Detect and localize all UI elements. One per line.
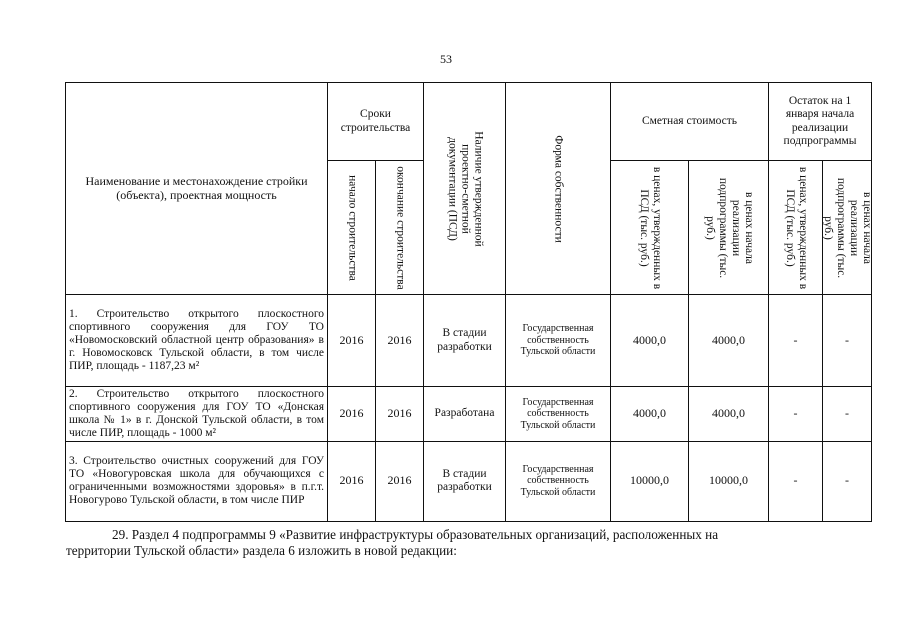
row-ownership: Государственная собственность Тульской области	[506, 441, 611, 521]
header-end-text: окончание строительства	[393, 165, 406, 290]
row-rem-start: -	[823, 387, 872, 442]
row-est-psd: 4000,0	[611, 387, 689, 442]
header-estimate: Сметная стоимость	[611, 83, 769, 161]
row-start: 2016	[328, 387, 376, 442]
row-rem-start: -	[823, 441, 872, 521]
paragraph-line-2: территории Тульской области» раздела 6 изложить в новой редакции:	[66, 543, 457, 558]
row-ownership: Государственная собственность Тульской области	[506, 387, 611, 442]
row-end: 2016	[376, 387, 424, 442]
row-rem-psd: -	[769, 295, 823, 387]
row-name: 1. Строительство открытого плоскостного спортивного сооружения для ГОУ ТО «Новомосковский областной центр образования» в г. Новомосковск Тульской области, в том числе ПИР, площадь - 1187,23 м²	[66, 295, 328, 387]
header-rem-psd-text: в ценах, утвержденных в ПСД (тыс. руб.)	[783, 166, 809, 289]
row-rem-psd: -	[769, 441, 823, 521]
row-est-start: 10000,0	[689, 441, 769, 521]
row-psd: В стадии разработки	[424, 441, 506, 521]
row-start: 2016	[328, 295, 376, 387]
header-ownership-text: Форма собственности	[552, 134, 565, 243]
table-row	[66, 295, 872, 387]
row-est-start: 4000,0	[689, 387, 769, 442]
paragraph-line-1: 29. Раздел 4 подпрограммы 9 «Развитие инфраструктуры образовательных организаций, расположенных на	[112, 527, 719, 542]
row-rem-start: -	[823, 295, 872, 387]
header-psd	[424, 83, 506, 295]
row-est-start: 4000,0	[689, 295, 769, 387]
page-number: 53	[440, 52, 452, 66]
header-rem-psd	[769, 161, 823, 295]
row-end: 2016	[376, 441, 424, 521]
header-psd-text: Наличие утвержденной проектно-сметной документации (ПСД)	[446, 130, 484, 247]
table-row	[66, 387, 872, 442]
row-end: 2016	[376, 295, 424, 387]
table-row	[66, 441, 872, 521]
row-est-psd: 10000,0	[611, 441, 689, 521]
header-est-psd	[611, 161, 689, 295]
row-ownership: Государственная собственность Тульской области	[506, 295, 611, 387]
header-name: Наименование и местонахождение стройки (объекта), проектная мощность	[66, 83, 328, 295]
row-name: 2. Строительство открытого плоскостного спортивного сооружения для ГОУ ТО «Донская школа № 1» в г. Донской Тульской области, в том числе ПИР, площадь - 1000 м²	[66, 387, 328, 442]
header-remainder: Остаток на 1 января начала реализации подпрограммы	[769, 83, 872, 161]
row-start: 2016	[328, 441, 376, 521]
row-name: 3. Строительство очистных сооружений для ГОУ ТО «Новогуровская школа для обучающихся с ограниченными возможностями здоровья» в п.г.т. Новогурово Тульской области, в том числе ПИР	[66, 441, 328, 521]
header-est-psd-text: в ценах, утвержденных в ПСД (тыс. руб.)	[637, 166, 663, 289]
row-est-psd: 4000,0	[611, 295, 689, 387]
header-est-start	[689, 161, 769, 295]
header-rem-start	[823, 161, 872, 295]
header-terms: Сроки строительства	[328, 83, 424, 161]
row-psd: Разработана	[424, 387, 506, 442]
header-ownership	[506, 83, 611, 295]
row-rem-psd: -	[769, 387, 823, 442]
header-start-text: начало строительства	[345, 174, 358, 281]
header-est-start-text: в ценах начала реализации подпрограммы (тыс. руб.)	[703, 177, 755, 278]
header-end	[376, 161, 424, 295]
header-start	[328, 161, 376, 295]
header-rem-start-text: в ценах начала реализации подпрограммы (тыс. руб.)	[822, 177, 873, 278]
construction-table	[65, 82, 872, 522]
row-psd: В стадии разработки	[424, 295, 506, 387]
